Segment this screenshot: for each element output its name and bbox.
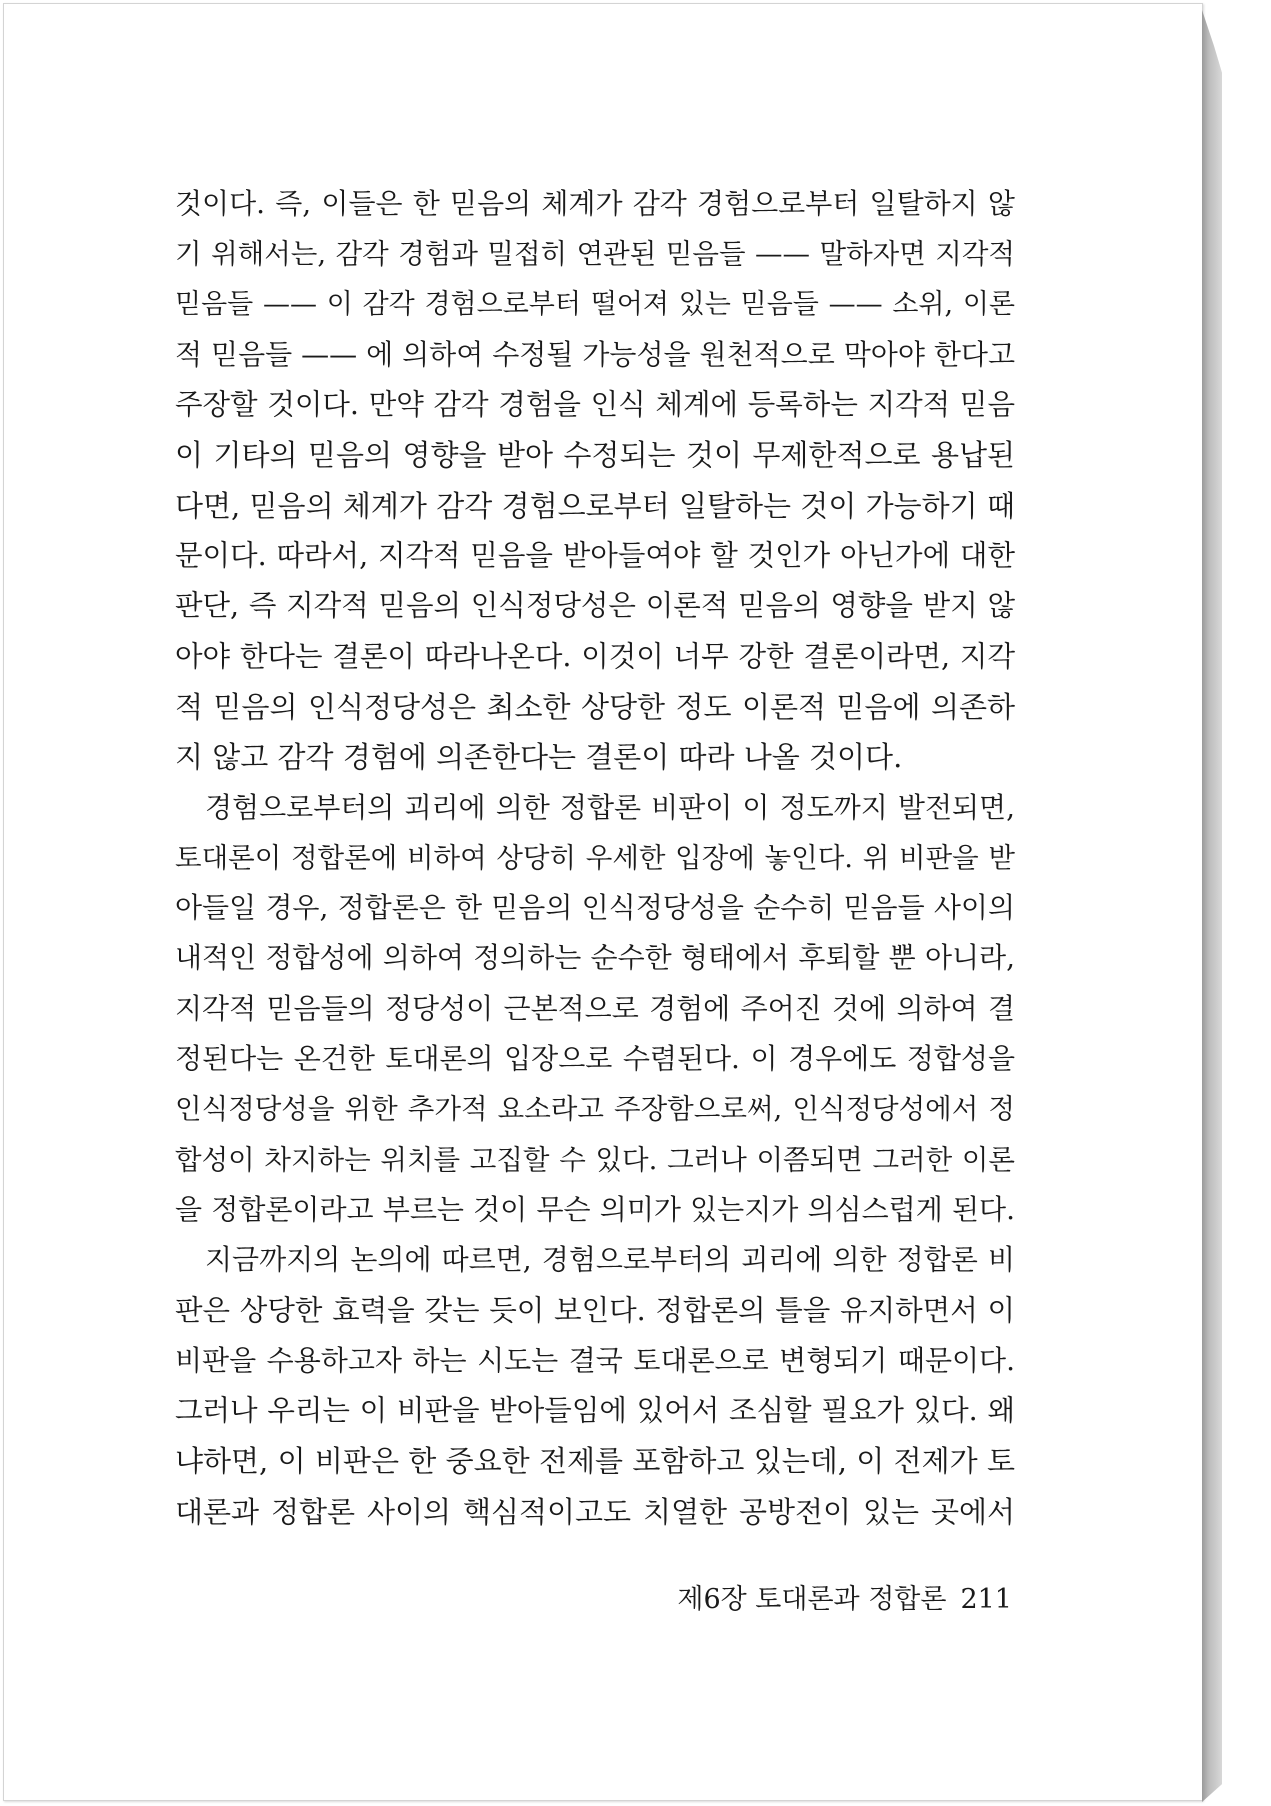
text-line: 인식정당성을 위한 추가적 요소라고 주장함으로써, 인식정당성에서 정 bbox=[175, 1093, 1015, 1126]
text-line: 냐하면, 이 비판은 한 중요한 전제를 포함하고 있는데, 이 전제가 토 bbox=[175, 1444, 1015, 1479]
running-footer bbox=[640, 1580, 1012, 1620]
text-line: 주장할 것이다. 만약 감각 경험을 인식 체계에 등록하는 지각적 믿음 bbox=[175, 388, 1015, 422]
text-line: 이 기타의 믿음의 영향을 받아 수정되는 것이 무제한적으로 용납된 bbox=[175, 438, 1015, 473]
text-line: 경험으로부터의 괴리에 의한 정합론 비판이 이 정도까지 발전되면, bbox=[205, 790, 1015, 824]
body-text bbox=[175, 179, 1015, 1537]
page-number: 211 bbox=[960, 1584, 1012, 1615]
text-line: 믿음들 —— 이 감각 경험으로부터 떨어져 있는 믿음들 —— 소위, 이론 bbox=[175, 288, 1015, 320]
text-line: 정된다는 온건한 토대론의 입장으로 수렴된다. 이 경우에도 정합성을 bbox=[175, 1042, 1015, 1076]
text-line: 대론과 정합론 사이의 핵심적이고도 치열한 공방전이 있는 곳에서 bbox=[175, 1494, 1015, 1529]
text-line: 지각적 믿음들의 정당성이 근본적으로 경험에 주어진 것에 의하여 결 bbox=[175, 991, 1015, 1025]
text-line: 판단, 즉 지각적 믿음의 인식정당성은 이론적 믿음의 영향을 받지 않 bbox=[175, 589, 1015, 623]
text-line: 아들일 경우, 정합론은 한 믿음의 인식정당성을 순수히 믿음들 사이의 bbox=[175, 891, 1015, 925]
text-line: 토대론이 정합론에 비하여 상당히 우세한 입장에 놓인다. 위 비판을 받 bbox=[175, 841, 1015, 874]
text-line: 기 위해서는, 감각 경험과 밀접히 연관된 믿음들 —— 말하자면 지각적 bbox=[175, 238, 1015, 271]
text-line: 적 믿음의 인식정당성은 최소한 상당한 정도 이론적 믿음에 의존하 bbox=[175, 689, 1015, 724]
footer-chapter-title: 제6장 토대론과 정합론 bbox=[677, 1584, 947, 1615]
text-line: 지금까지의 논의에 따르면, 경험으로부터의 괴리에 의한 정합론 비 bbox=[205, 1243, 1015, 1277]
text-line: 다면, 믿음의 체계가 감각 경험으로부터 일탈하는 것이 가능하기 때 bbox=[175, 488, 1015, 523]
text-line: 아야 한다는 결론이 따라나온다. 이것이 너무 강한 결론이라면, 지각 bbox=[175, 639, 1015, 673]
page-edge-shadow bbox=[1202, 10, 1222, 1802]
text-line: 합성이 차지하는 위치를 고집할 수 있다. 그러나 이쯤되면 그러한 이론 bbox=[175, 1143, 1015, 1176]
text-line: 비판을 수용하고자 하는 시도는 결국 토대론으로 변형되기 때문이다. bbox=[175, 1343, 1015, 1377]
text-line: 판은 상당한 효력을 갖는 듯이 보인다. 정합론의 틀을 유지하면서 이 bbox=[175, 1293, 1015, 1327]
text-line: 을 정합론이라고 부르는 것이 무슨 의미가 있는지가 의심스럽게 된다. bbox=[175, 1192, 1015, 1226]
text-line: 적 믿음들 —— 에 의하여 수정될 가능성을 원천적으로 막아야 한다고 bbox=[175, 337, 1015, 371]
text-line: 것이다. 즉, 이들은 한 믿음의 체계가 감각 경험으로부터 일탈하지 않 bbox=[175, 187, 1015, 220]
text-line: 내적인 정합성에 의하여 정의하는 순수한 형태에서 후퇴할 뿐 아니라, bbox=[175, 941, 1015, 975]
text-line: 지 않고 감각 경험에 의존한다는 결론이 따라 나올 것이다. bbox=[175, 740, 903, 775]
text-line: 그러나 우리는 이 비판을 받아들임에 있어서 조심할 필요가 있다. 왜 bbox=[175, 1394, 1015, 1428]
text-line: 문이다. 따라서, 지각적 믿음을 받아들여야 할 것인가 아닌가에 대한 bbox=[175, 539, 1015, 573]
